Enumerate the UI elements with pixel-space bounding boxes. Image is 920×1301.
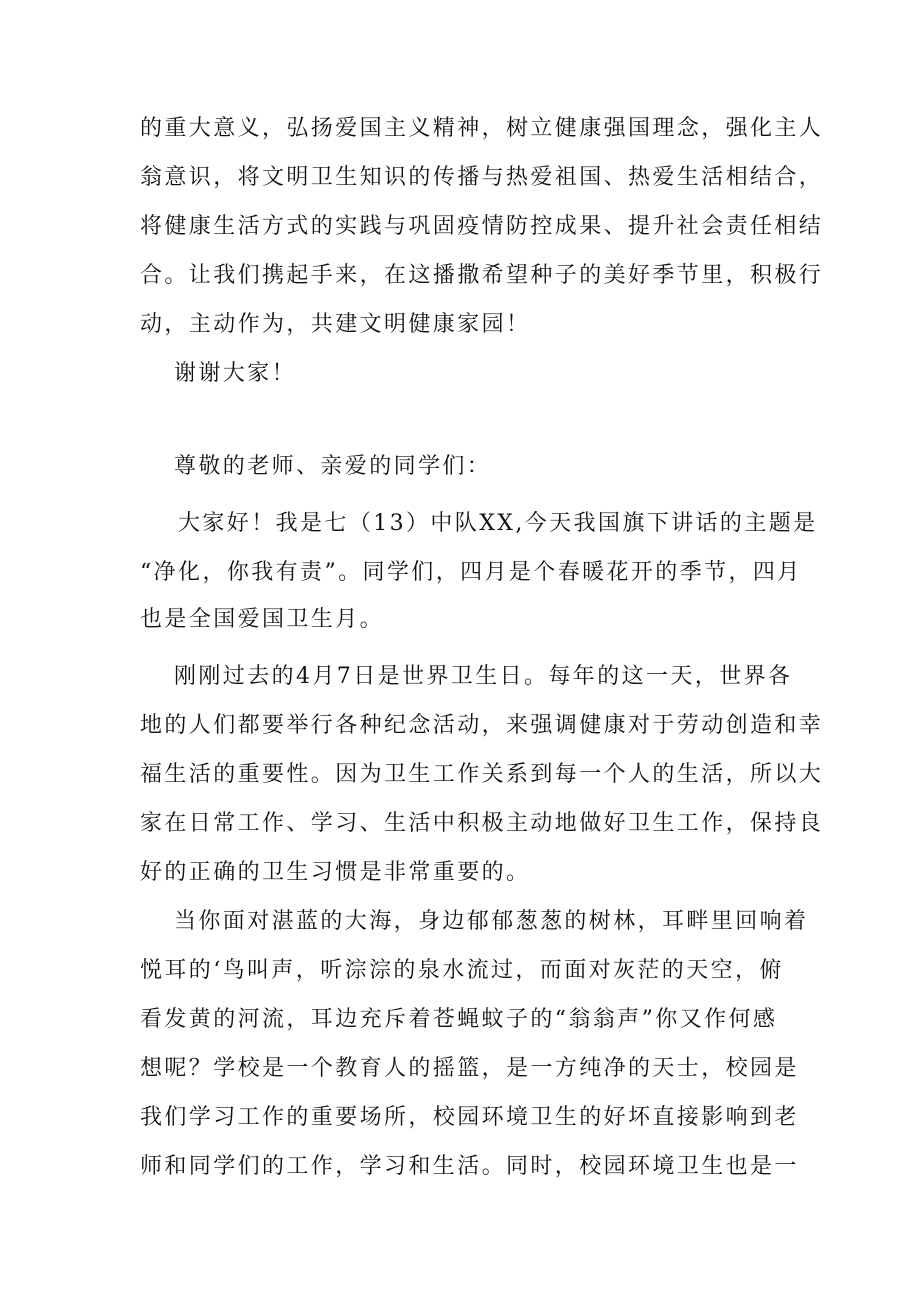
text-line: 福生活的重要性。因为卫生工作关系到每一个人的生活，所以大 xyxy=(140,762,824,787)
text-line: 合。让我们携起手来，在这播撒希望种子的美好季节里，积极行 xyxy=(140,263,824,288)
text-line: 将健康生活方式的实践与巩固疫情防控成果、提升社会责任相结 xyxy=(140,214,824,239)
text-line: 我们学习工作的重要场所，校园环境卫生的好坏直接影响到老 xyxy=(140,1105,799,1130)
text-line: 也是全国爱国卫生月。 xyxy=(140,607,385,632)
text-line: 想呢？学校是一个教育人的摇篮，是一方纯净的天士，校园是 xyxy=(140,1056,799,1081)
text-line: 的重大意义，弘扬爱国主义精神，树立健康强国理念，强化主人 xyxy=(140,116,824,141)
text-line: “净化，你我有责”。同学们，四月是个春暖花开的季节，四月 xyxy=(140,560,802,585)
text-line: 家在日常工作、学习、生活中积极主动地做好卫生工作，保持良 xyxy=(140,811,824,836)
text-line: 尊敬的老师、亲爱的同学们： xyxy=(174,454,492,479)
text-line: 大家好！我是七（13）中队XX,今天我国旗下讲话的主题是 xyxy=(178,511,818,536)
text-line: 刚刚过去的4月7日是世界卫生日。每年的这一天，世界各 xyxy=(174,664,793,689)
text-line: 当你面对湛蓝的大海，身边郁郁葱葱的树林，耳畔里回响着 xyxy=(174,909,809,934)
text-line: 好的正确的卫生习惯是非常重要的。 xyxy=(140,860,531,885)
text-line: 悦耳的‘鸟叫声，听淙淙的泉水流过，而面对灰茫的天空，俯 xyxy=(140,958,784,983)
text-line: 看发黄的河流，耳边充斥着苍蝇蚊子的“翁翁声”你又作何感 xyxy=(140,1007,778,1032)
text-line: 翁意识，将文明卫生知识的传播与热爱祖国、热爱生活相结合， xyxy=(140,165,824,190)
text-line: 谢谢大家！ xyxy=(174,361,297,386)
text-line: 动，主动作为，共建文明健康家园！ xyxy=(140,312,531,337)
text-line: 地的人们都要举行各种纪念活动，来强调健康对于劳动创造和幸 xyxy=(140,713,824,738)
text-line: 师和同学们的工作，学习和生活。同时，校园环境卫生也是一 xyxy=(140,1154,799,1179)
